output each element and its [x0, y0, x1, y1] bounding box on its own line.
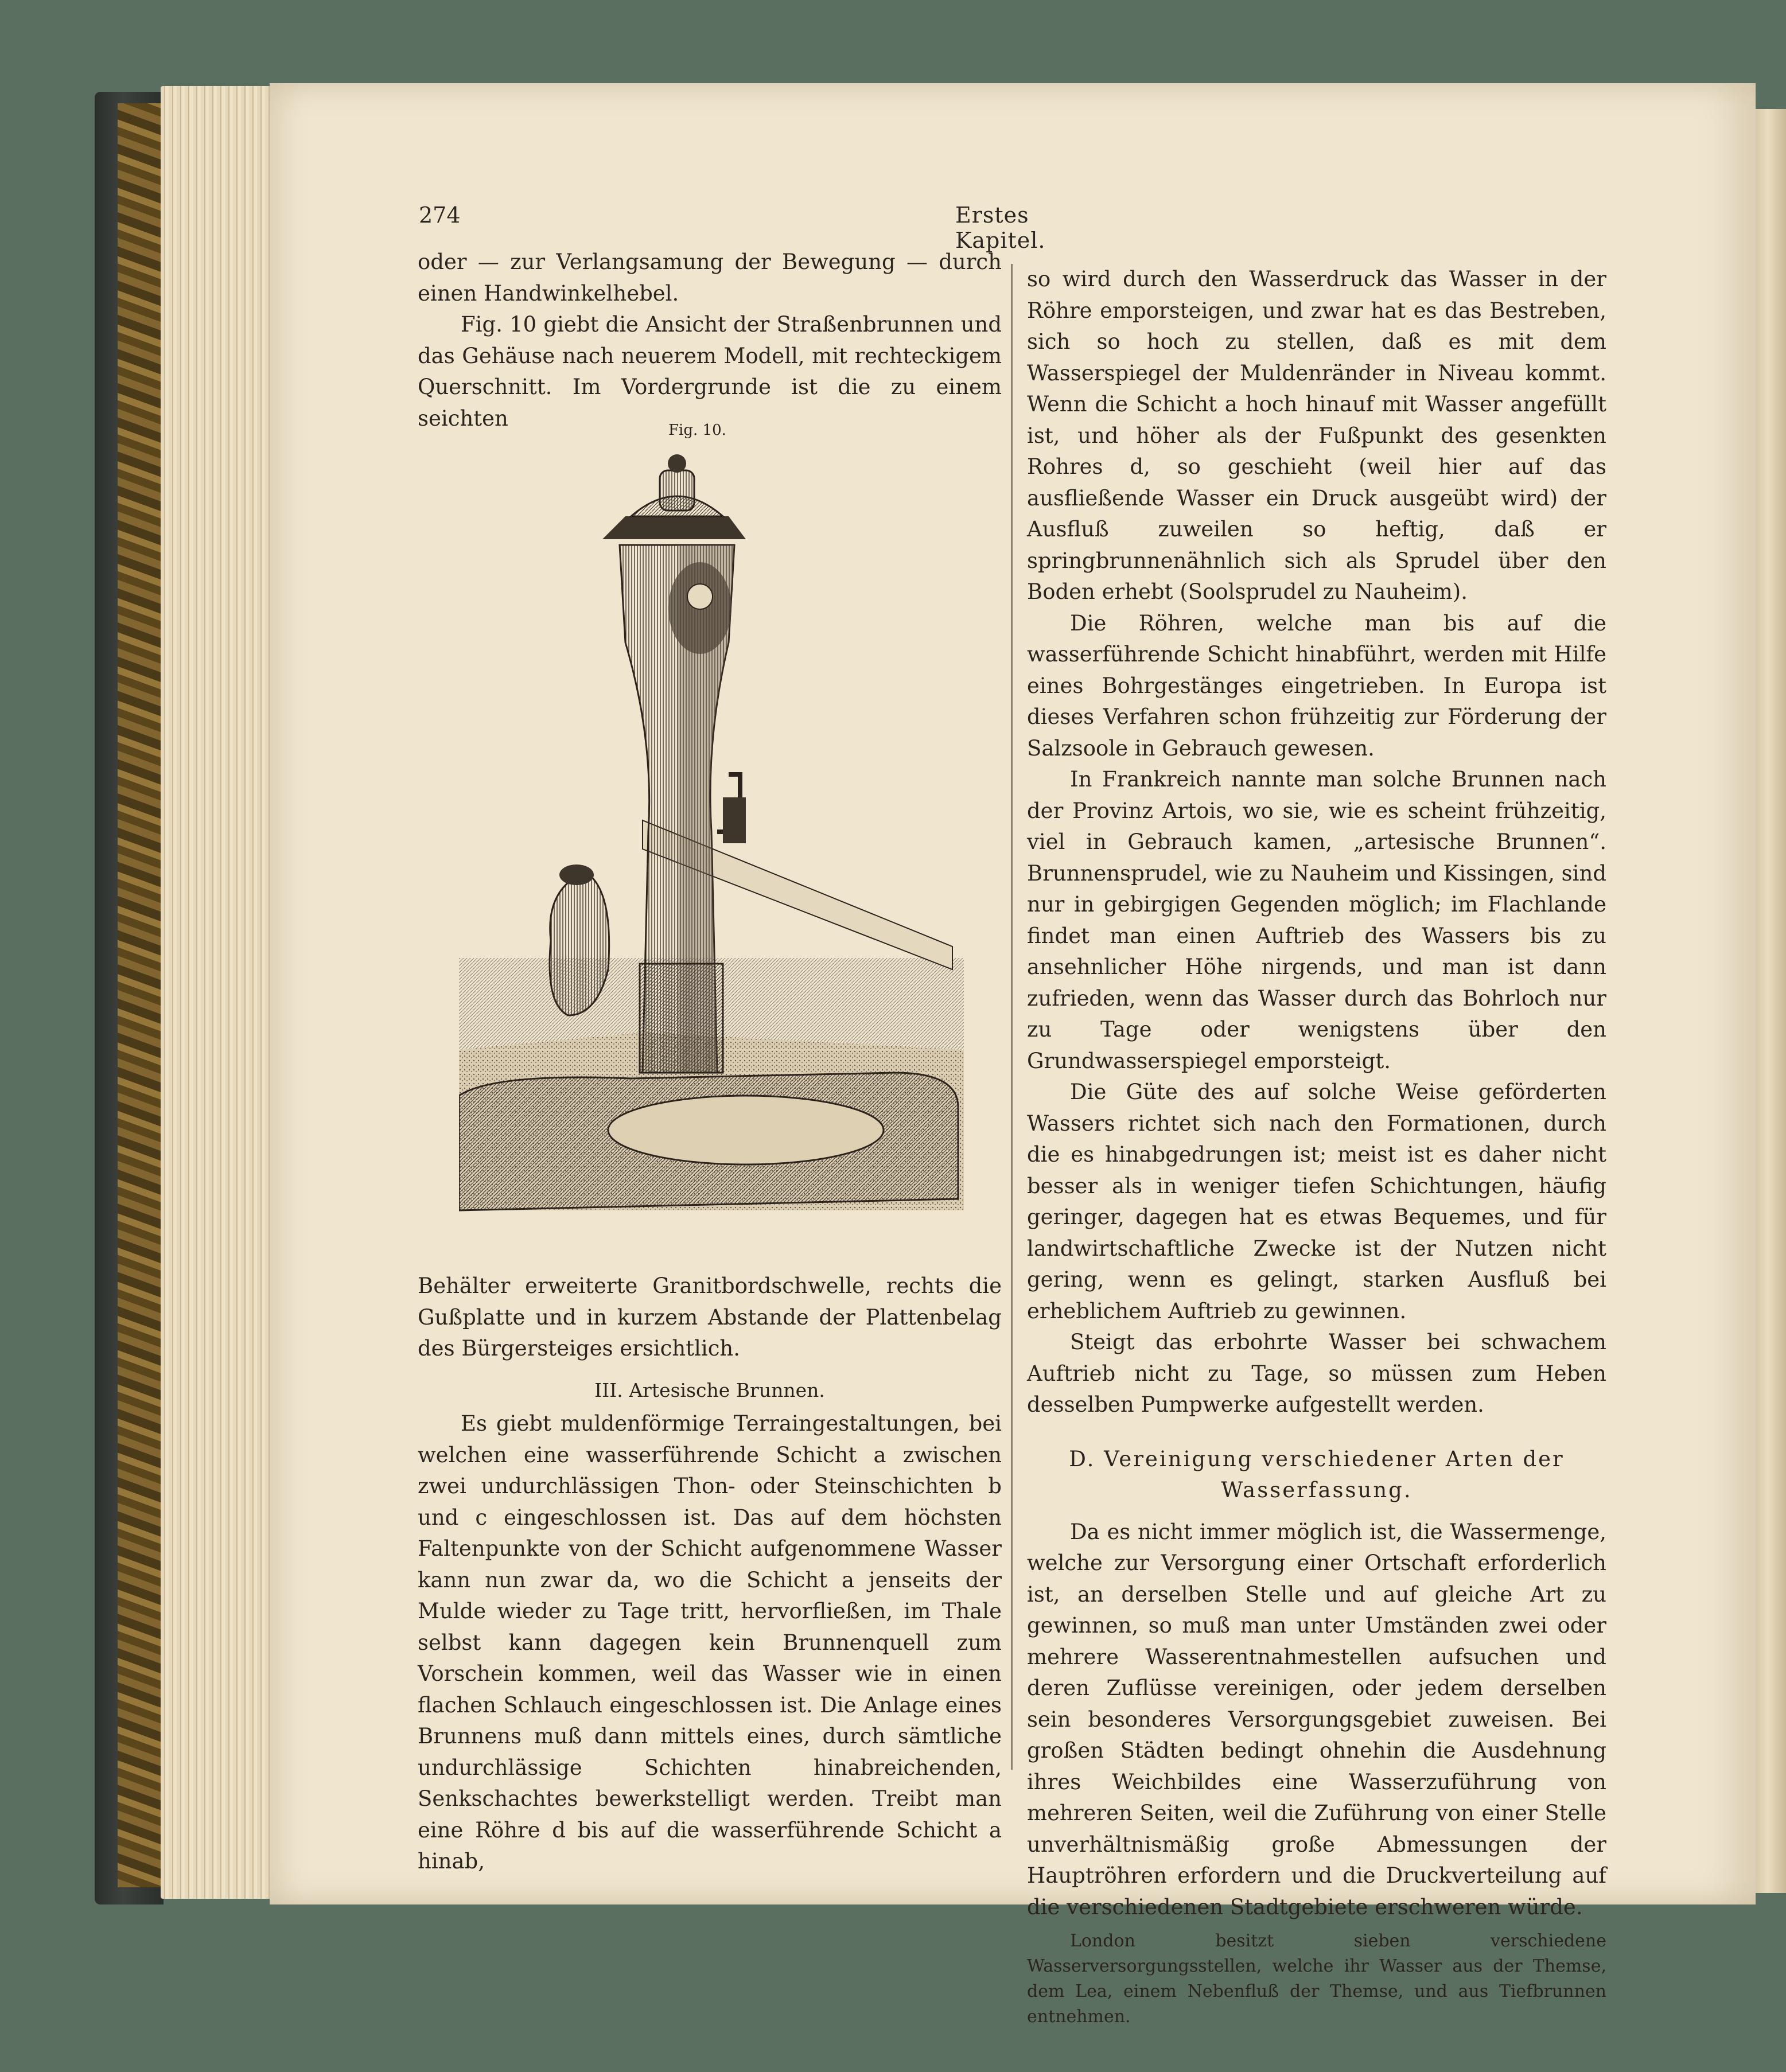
paragraph: Behälter erweiterte Granitbordschwelle, rechts die Gußplatte und in kurzem Abstande der Plattenbelag des Bürgersteiges ersichtlich.: [418, 1273, 1002, 1361]
paragraph: In Frankreich nannte man solche Brunnen nach der Provinz Artois, wo sie, wie es scheint frühzeitig, viel in Gebrauch kamen, „artesische Brunnen“. Brunnensprudel, wie zu Nauheim und Kissingen, sind nur in gebirgigen Gegenden möglich; im Flachlande findet man einen Auftrieb des Wassers bis zu ansehnlicher Höhe nirgends, und man ist dann zufrieden, wenn das Wasser durch das Bohrloch nur zu Tage oder wenigstens über den Grundwasserspiegel emporsteigt.: [1027, 767, 1606, 1073]
paragraph: Die Güte des auf solche Weise geförderten Wassers richtet sich nach den Formationen, durch die es hinabgedrungen ist; meist ist es daher nicht besser als in weniger tiefen Schichtungen, häufig geringer, dagegen hat es etwas Bequemes, und für landwirtschaftliche Zwecke ist der Nutzen nicht gering, wenn es gelingt, starken Ausfluß bei erheblichem Auftrieb zu gewinnen.: [1027, 1080, 1606, 1323]
page-number: 274: [419, 202, 461, 228]
facing-page-edge: [1756, 109, 1786, 1893]
figure-label: Fig. 10.: [668, 422, 726, 439]
paragraph: Fig. 10 giebt die Ansicht der Straßenbrunnen und das Gehäuse nach neuerem Modell, mit rechteckigem Querschnitt. Im Vordergrunde ist die zu einem seichten: [418, 312, 1002, 431]
left-column-bottom: [418, 1271, 1002, 1878]
paragraph: Steigt das erbohrte Wasser bei schwachem Auftrieb nicht zu Tage, so müssen zum Heben desselben Pumpwerke aufgestellt werden.: [1027, 1330, 1606, 1417]
marbled-endpaper: [118, 103, 161, 1887]
running-title: Erstes Kapitel.: [955, 202, 1046, 253]
paragraph: Es giebt muldenförmige Terraingestaltungen, bei welchen eine wasserführende Schicht a zwischen zwei undurchlässigen Thon- oder Steinschichten b und c eingeschlossen ist. Das auf dem höchsten Faltenpunkte von der Schicht aufgenommene Wasser kann nun zwar da, wo die Schicht a jenseits der Mulde wieder zu Tage tritt, hervorfließen, im Thale selbst kann dagegen kein Brunnenquell zum Vorschein kommen, weil das Wasser wie in einen flachen Schlauch eingeschlossen ist. Die Anlage eines Brunnens muß dann mittels eines, durch sämtliche undurchlässige Schichten hinabreichenden, Senkschachtes bewerkstelligt werden. Treibt man eine Röhre d bis auf die wasserführende Schicht a hinab,: [418, 1411, 1002, 1874]
section-heading: III. Artesische Brunnen.: [594, 1378, 825, 1401]
footnote: London besitzt sieben verschiedene Wasserversorgungsstellen, welche ihr Wasser aus der Themse, dem Lea, einem Nebenfluß der Themse, und aus Tiefbrunnen entnehmen.: [1027, 1931, 1606, 2027]
paragraph: so wird durch den Wasserdruck das Wasser in der Röhre emporsteigen, und zwar hat es das Bestreben, sich so hoch zu stellen, daß es mit dem Wasserspiegel der Muldenränder in Niveau kommt. Wenn die Schicht a hoch hinauf mit Wasser angefüllt ist, und höher als der Fußpunkt des gesenkten Rohres d, so geschieht (weil hier auf das ausfließende Wasser ein Druck ausgeübt wird) der Ausfluß zuweilen so heftig, daß er springbrunnenähnlich sich als Sprudel über den Boden erhebt (Soolsprudel zu Nauheim).: [1027, 267, 1606, 604]
column-divider: [1011, 264, 1013, 1770]
paragraph: Die Röhren, welche man bis auf die wasserführende Schicht hinabführt, werden mit Hilfe eines Bohrgestänges eingetrieben. In Europa ist dieses Verfahren schon frühzeitig zur Förderung der Salzsoole in Gebrauch gewesen.: [1027, 610, 1606, 761]
paragraph: Da es nicht immer möglich ist, die Wassermenge, welche zur Versorgung einer Ortschaft erforderlich ist, an derselben Stelle und auf gleiche Art zu gewinnen, so muß man unter Umständen zwei oder mehrere Wasserentnahmestellen aufsuchen und deren Zuflüsse vereinigen, oder jedem derselben sein besonderes Versorgungsgebiet zuweisen. Bei großen Städten bedingt ohnehin die Ausdehnung ihres Weichbildes eine Wasserzuführung von mehreren Seiten, weil die Zuführung von einer Stelle unverhältnismäßig große Abmessungen der Hauptröhren erfordern und die Druckverteilung auf die verschiedenen Stadtgebiete erschweren würde.: [1027, 1519, 1606, 1919]
fountain-illustration: [459, 453, 964, 1256]
left-column-top: [418, 247, 1002, 434]
page-stack-edge: [161, 86, 275, 1899]
paragraph: oder — zur Verlangsamung der Bewegung — durch einen Handwinkelhebel.: [418, 250, 1002, 306]
right-column: [1027, 264, 1606, 2030]
section-heading: D. Vereinigung verschiedener Arten der Wasserfassung.: [1069, 1446, 1565, 1502]
